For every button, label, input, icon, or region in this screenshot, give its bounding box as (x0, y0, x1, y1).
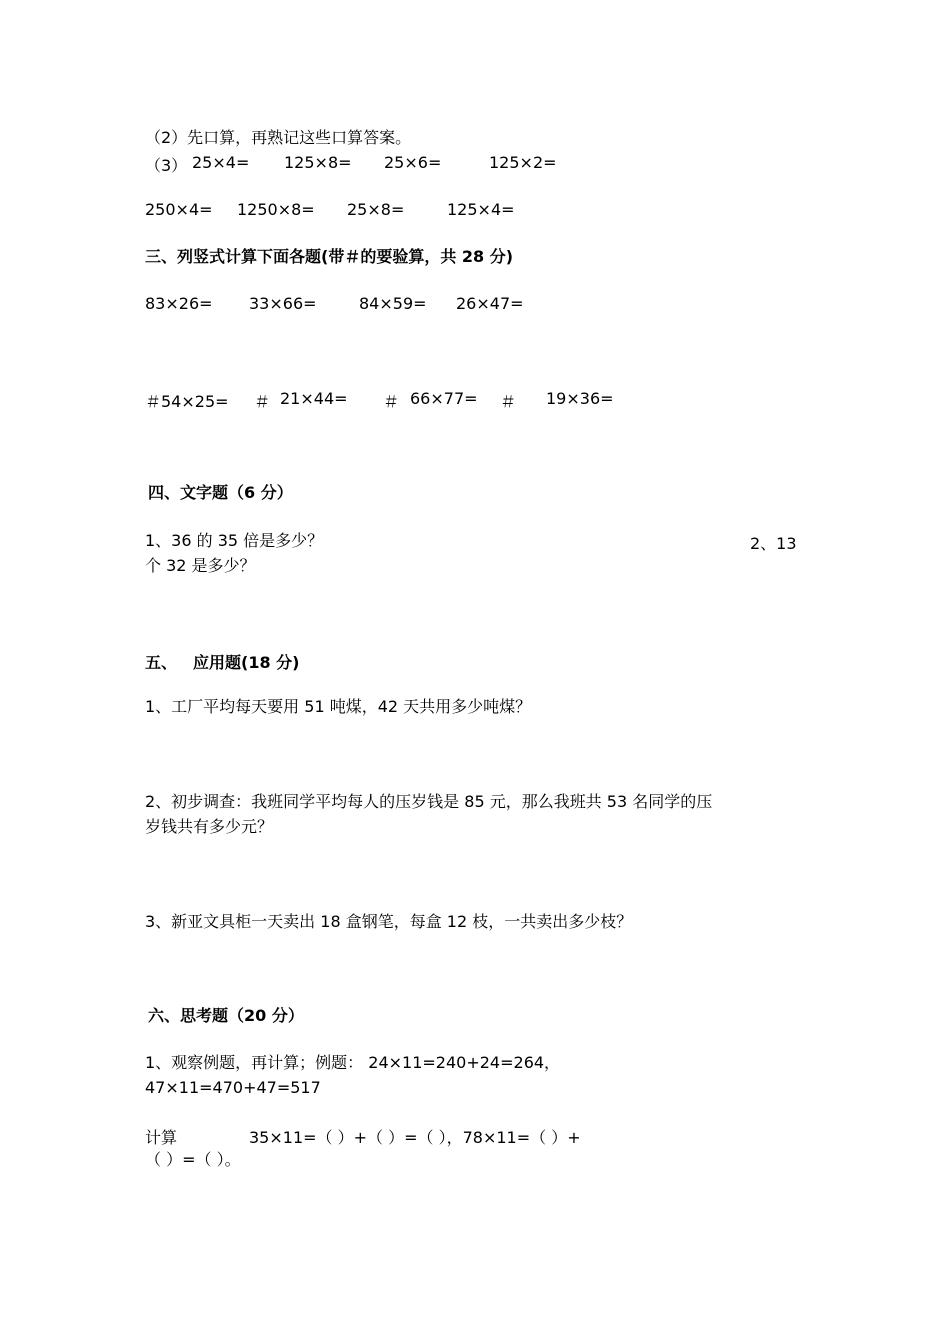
vertical-calc-item: 83×26= (145, 294, 213, 313)
section-4-heading: 四、文字题（6 分） (148, 483, 293, 502)
calc-label: 计算 (145, 1128, 178, 1147)
check-mark: ＃ (383, 392, 400, 411)
oral-calc-item: 250×4= (145, 200, 213, 219)
vertical-calc-item: 33×66= (249, 294, 317, 313)
application-problem-2-line-1: 2、初步调查：我班同学平均每人的压岁钱是 85 元，那么我班共 53 名同学的压 (145, 792, 713, 811)
thinking-problem-example-line-1: 1、观察例题，再计算；例题： 24×11=240+24=264， (145, 1053, 561, 1072)
word-problem-2-end: 个 32 是多少？ (145, 556, 256, 575)
row-prefix: （3） (145, 156, 188, 175)
vertical-calc-item: 26×47= (456, 294, 524, 313)
word-problem-2-start: 2、13 (750, 534, 797, 553)
oral-calc-item: 125×2= (489, 153, 557, 172)
section-5-title: 应用题(18 分) (193, 653, 300, 672)
vertical-calc-item: 66×77= (410, 389, 478, 408)
oral-calc-item: 25×4= (192, 153, 250, 172)
oral-calc-item: 25×6= (384, 153, 442, 172)
oral-calc-item: 125×8= (284, 153, 352, 172)
oral-calc-item: 125×4= (447, 200, 515, 219)
section-5-number: 五、 (145, 653, 178, 672)
calc-line-2: （ ）=（ ）。 (145, 1150, 241, 1169)
section-6-heading: 六、思考题（20 分） (148, 1006, 304, 1025)
oral-calc-item: 25×8= (347, 200, 405, 219)
vertical-calc-item: 21×44= (280, 389, 348, 408)
section-3-heading: 三、列竖式计算下面各题(带＃的要验算，共 28 分) (145, 247, 514, 266)
check-mark: ＃ (254, 392, 271, 411)
application-problem-1: 1、工厂平均每天要用 51 吨煤，42 天共用多少吨煤？ (145, 697, 532, 716)
oral-calc-item: 1250×8= (237, 200, 315, 219)
application-problem-2-line-2: 岁钱共有多少元？ (145, 817, 274, 836)
vertical-calc-item: ＃54×25= (145, 392, 229, 411)
oral-calc-intro: （2）先口算，再熟记这些口算答案。 (145, 128, 412, 147)
thinking-problem-example-line-2: 47×11=470+47=517 (145, 1078, 321, 1097)
application-problem-3: 3、新亚文具柜一天卖出 18 盒钢笔，每盒 12 枝，一共卖出多少枝？ (145, 912, 633, 931)
vertical-calc-item: 84×59= (359, 294, 427, 313)
vertical-calc-item: 19×36= (546, 389, 614, 408)
calc-line-1: 35×11=（ ）+（ ）=（ ），78×11=（ ）+ (249, 1128, 581, 1147)
word-problem-1: 1、36 的 35 倍是多少？ (145, 531, 324, 550)
check-mark: ＃ (500, 392, 517, 411)
